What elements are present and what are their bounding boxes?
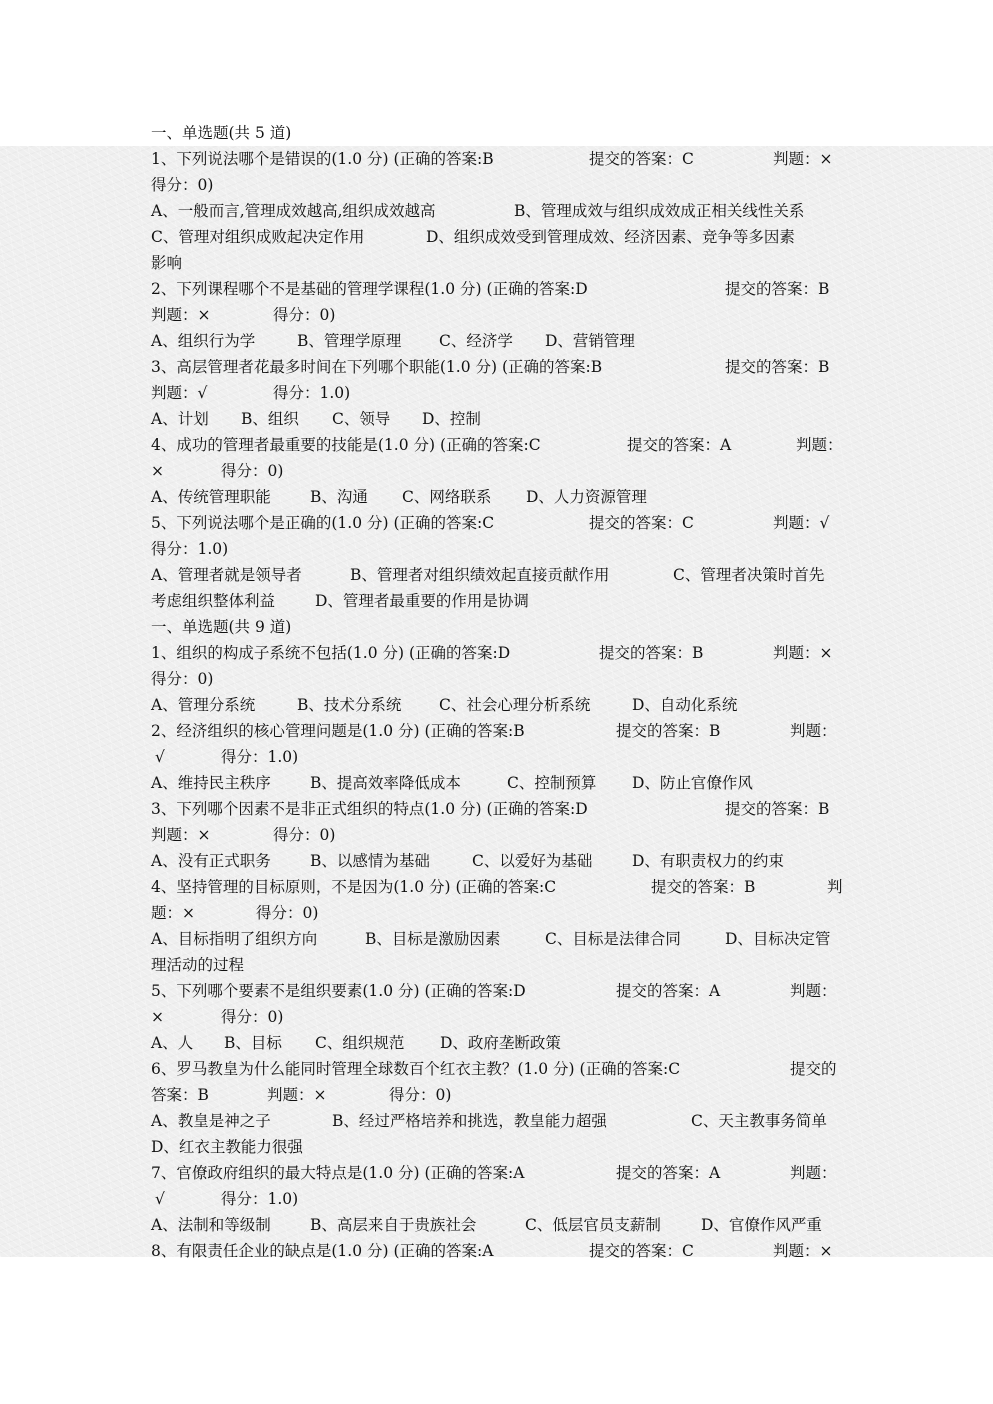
score-line [151,536,843,562]
options-line-wrap [151,250,843,276]
options-line [151,562,843,588]
option-b: B、组织 [241,410,299,428]
option-c: C、网络联系 [402,488,492,506]
option-c: C、天主教事务简单 [691,1112,827,1130]
options-line [151,406,843,432]
submitted-answer: 提交的答案：B [651,878,756,896]
option-d: D、控制 [422,410,481,428]
option-d: D、有职责权力的约束 [632,852,784,870]
question-stem: 6、罗马教皇为什么能同时管理全球数百个红衣主教？(1.0 分) (正确的答案:C [151,1060,681,1078]
judge-label: 判 [827,878,843,896]
option-c: C、组织规范 [315,1034,405,1052]
judge-mark: √ [155,748,165,766]
submitted-answer: 提交的答案：C [589,150,694,168]
options-line [151,1108,843,1134]
judge-score-line [151,302,843,328]
option-a: A、管理者就是领导者 [151,566,302,584]
question-stem-line [151,640,843,666]
submitted-answer: 提交的答案：C [589,514,694,532]
option-d: D、管理者最重要的作用是协调 [315,592,529,610]
score-line [151,666,843,692]
option-a: A、维持民主秩序 [151,774,271,792]
option-d: D、防止官僚作风 [632,774,753,792]
option-b: B、经过严格培养和挑选，教皇能力超强 [332,1112,607,1130]
question-stem: 2、下列课程哪个不是基础的管理学课程(1.0 分) (正确的答案:D [151,280,588,298]
options-line [151,198,843,224]
judge-score-line [151,458,843,484]
option-c: C、低层官员支薪制 [525,1216,661,1234]
question-stem: 8、有限责任企业的缺点是(1.0 分) (正确的答案:A [151,1242,494,1260]
score: 得分：0) [273,306,336,324]
option-a: A、教皇是神之子 [151,1112,271,1130]
option-d-wrap: 理活动的过程 [151,956,245,974]
judge-result: 判题：× [773,1242,833,1260]
judge-score-line [151,822,843,848]
judge-result: 判题：√ [773,514,830,532]
option-a: A、管理分系统 [151,696,256,714]
options-line [151,848,843,874]
option-a: A、传统管理职能 [151,488,271,506]
submitted-answer: 提交的答案：B [725,280,830,298]
score: 得分：1.0) [151,540,229,558]
submitted-answer: 提交的答案：A [616,982,721,1000]
option-c: C、以爱好为基础 [472,852,593,870]
options-line [151,224,843,250]
quiz-document [151,120,843,1264]
submitted-answer-cont: 答案：B [151,1086,209,1104]
judge-score-line [151,1082,843,1108]
judge-mark: √ [155,1190,165,1208]
option-b: B、管理学原理 [297,332,402,350]
question-stem: 1、下列说法哪个是错误的(1.0 分) (正确的答案:B [151,150,494,168]
section-title [151,120,843,146]
option-a: A、目标指明了组织方向 [151,930,318,948]
question-stem-line [151,874,843,900]
question-stem: 2、经济组织的核心管理问题是(1.0 分) (正确的答案:B [151,722,525,740]
judge-mark: × [151,462,164,480]
option-c: C、目标是法律合同 [545,930,681,948]
question-stem-line [151,432,843,458]
judge-score-line [151,744,843,770]
question-stem-line [151,1056,843,1082]
score: 得分：1.0) [273,384,351,402]
score: 得分：0) [221,462,284,480]
question-stem: 4、成功的管理者最重要的技能是(1.0 分) (正确的答案:C [151,436,541,454]
section-title [151,614,843,640]
submitted-answer: 提交的答案：A [616,1164,721,1182]
option-c: C、经济学 [439,332,513,350]
judge-result: 判题：× [151,826,211,844]
option-d: D、红衣主教能力很强 [151,1138,303,1156]
option-d: D、组织成效受到管理成效、经济因素、竞争等多因素 [426,228,795,246]
judge-label: 判题： [796,436,843,454]
option-b: B、高层来自于贵族社会 [310,1216,477,1234]
question-stem: 4、坚持管理的目标原则，不是因为(1.0 分) (正确的答案:C [151,878,557,896]
option-b: B、目标 [224,1034,282,1052]
question-stem-line [151,1238,843,1264]
options-line-wrap [151,952,843,978]
option-d: D、官僚作风严重 [701,1216,822,1234]
score: 得分：0) [389,1086,452,1104]
score: 得分：0) [221,1008,284,1026]
submitted-answer: 提交的答案：A [627,436,732,454]
judge-score-line [151,900,843,926]
options-line [151,1030,843,1056]
option-d: D、政府垄断政策 [440,1034,561,1052]
submitted-answer: 提交的答案：B [599,644,704,662]
submitted-answer: 提交的 [790,1060,837,1078]
option-d: D、目标决定管 [725,930,831,948]
submitted-answer: 提交的答案：B [725,358,830,376]
option-a: A、人 [151,1034,194,1052]
question-stem-line [151,510,843,536]
options-line [151,770,843,796]
question-stem-line [151,978,843,1004]
question-stem-line [151,146,843,172]
option-b: B、管理成效与组织成效成正相关线性关系 [514,202,805,220]
question-stem-line [151,276,843,302]
score: 得分：0) [273,826,336,844]
option-c-wrap: 考虑组织整体利益 [151,592,276,610]
option-d: D、人力资源管理 [526,488,647,506]
question-stem-line [151,354,843,380]
question-stem: 3、高层管理者花最多时间在下列哪个职能(1.0 分) (正确的答案:B [151,358,603,376]
option-c: C、管理对组织成败起决定作用 [151,228,365,246]
score: 得分：0) [151,670,214,688]
submitted-answer: 提交的答案：B [616,722,721,740]
question-stem: 5、下列哪个要素不是组织要素(1.0 分) (正确的答案:D [151,982,526,1000]
score: 得分：0) [151,176,214,194]
option-c: C、社会心理分析系统 [439,696,591,714]
score: 得分：1.0) [221,1190,299,1208]
option-a: A、一般而言,管理成效越高,组织成效越高 [151,202,436,220]
question-stem: 1、组织的构成子系统不包括(1.0 分) (正确的答案:D [151,644,511,662]
judge-label: 判题： [790,1164,837,1182]
judge-mark: 题：× [151,904,195,922]
option-a: A、法制和等级制 [151,1216,271,1234]
section-title-text: 一、单选题(共 9 道) [151,618,292,636]
option-d: D、自动化系统 [632,696,738,714]
options-line [151,692,843,718]
option-b: B、技术分系统 [297,696,402,714]
option-b: B、管理者对组织绩效起直接贡献作用 [350,566,610,584]
option-d-wrap: 影响 [151,254,183,272]
score: 得分：0) [256,904,319,922]
options-line [151,1134,843,1160]
option-a: A、没有正式职务 [151,852,271,870]
score-line [151,172,843,198]
option-c: C、控制预算 [507,774,597,792]
judge-score-line [151,1186,843,1212]
option-b: B、以感情为基础 [310,852,430,870]
submitted-answer: 提交的答案：B [725,800,830,818]
question-stem-line [151,796,843,822]
option-c: C、管理者决策时首先 [673,566,825,584]
judge-result: 判题：× [151,306,211,324]
option-b: B、沟通 [310,488,368,506]
option-a: A、组织行为学 [151,332,256,350]
section-title-text: 一、单选题(共 5 道) [151,124,292,142]
score: 得分：1.0) [221,748,299,766]
judge-result: 判题：× [773,644,833,662]
option-b: B、目标是激励因素 [365,930,501,948]
judge-label: 判题： [790,722,837,740]
options-line [151,484,843,510]
submitted-answer: 提交的答案：C [589,1242,694,1260]
judge-result: 判题：× [267,1086,327,1104]
judge-score-line [151,1004,843,1030]
question-stem-line [151,718,843,744]
judge-label: 判题： [790,982,837,1000]
options-line [151,1212,843,1238]
judge-mark: × [151,1008,164,1026]
option-b: B、提高效率降低成本 [310,774,461,792]
question-stem: 3、下列哪个因素不是非正式组织的特点(1.0 分) (正确的答案:D [151,800,588,818]
judge-result: 判题：× [773,150,833,168]
question-stem-line [151,1160,843,1186]
options-line [151,926,843,952]
question-stem: 5、下列说法哪个是正确的(1.0 分) (正确的答案:C [151,514,495,532]
option-a: A、计划 [151,410,209,428]
options-line [151,328,843,354]
option-d: D、营销管理 [545,332,635,350]
option-c: C、领导 [332,410,391,428]
judge-result: 判题：√ [151,384,208,402]
question-stem: 7、官僚政府组织的最大特点是(1.0 分) (正确的答案:A [151,1164,525,1182]
judge-score-line [151,380,843,406]
options-line [151,588,843,614]
